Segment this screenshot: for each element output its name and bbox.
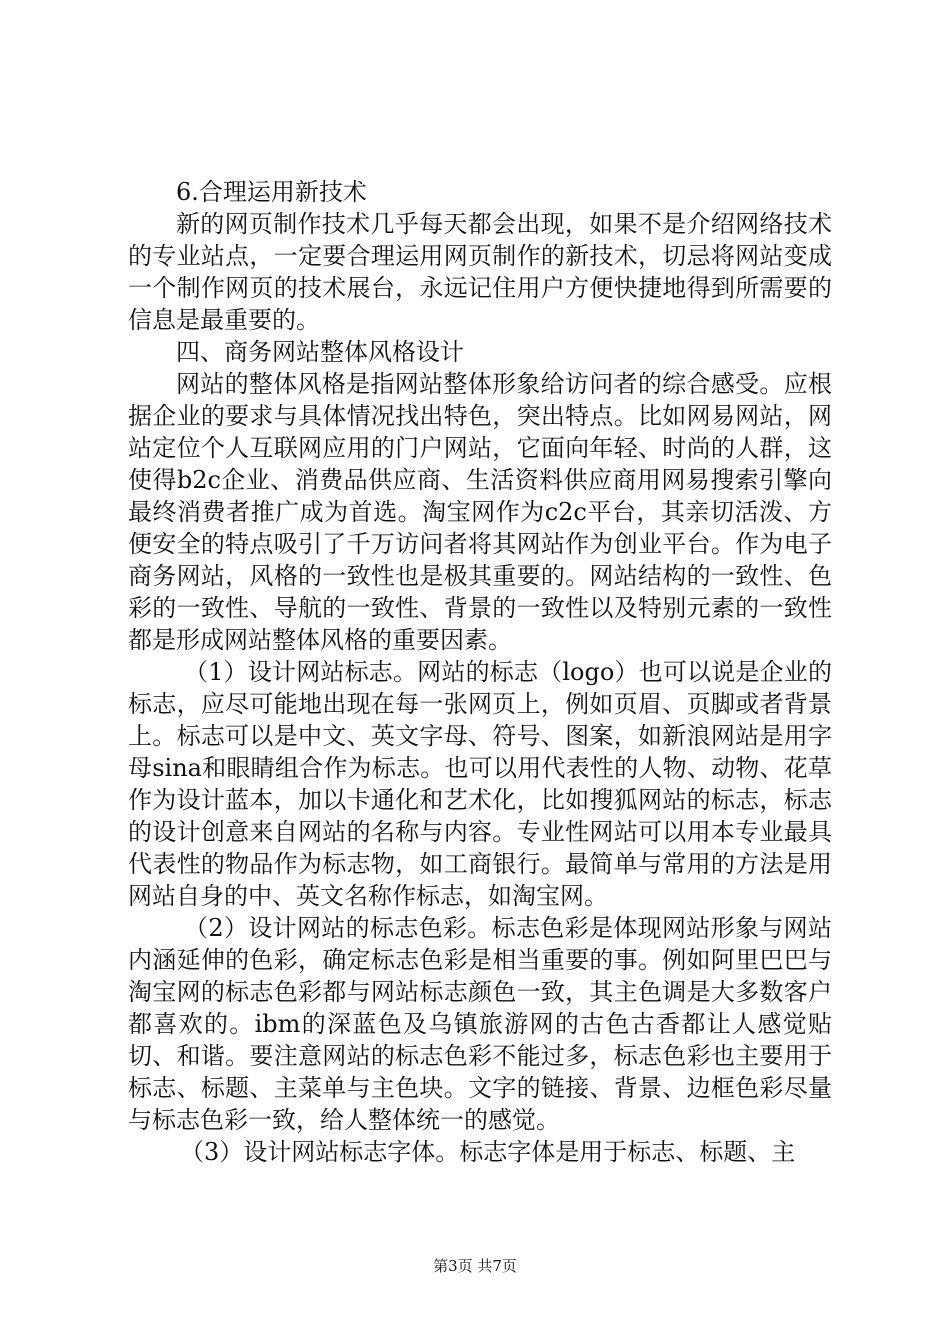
paragraph-logo-color: （2）设计网站的标志色彩。标志色彩是体现网站形象与网站内涵延伸的色彩，确定标志色彩是相当重要的事。例如阿里巴巴与淘宝网的标志色彩都与网站标志颜色一致，其主色调是大多数客户都喜欢的。ibm的深蓝色及乌镇旅游网的古色古香都让人感觉贴切、和谐。要注意网站的标志色彩不能过多，标志色彩也主要用于标志、标题、主菜单与主色块。文字的链接、背景、边框色彩尽量与标志色彩一致，给人整体统一的感觉。 [128, 914, 832, 1134]
document-body [128, 176, 832, 1168]
section-heading-6: 6.合理运用新技术 [176, 178, 367, 206]
paragraph-new-technology: 新的网页制作技术几乎每天都会出现，如果不是介绍网络技术的专业站点，一定要合理运用网页制作的新技术，切忌将网站变成一个制作网页的技术展台，永远记住用户方便快捷地得到所需要的信息是最重要的。 [128, 210, 832, 334]
page-footer: 第3页 共7页 [433, 1257, 517, 1275]
paragraph-logo-design: （1）设计网站标志。网站的标志（logo）也可以说是企业的标志，应尽可能地出现在每一张网页上，例如页眉、页脚或者背景上。标志可以是中文、英文字母、符号、图案，如新浪网站是用字母sina和眼睛组合作为标志。也可以用代表性的人物、动物、花草作为设计蓝本，加以卡通化和艺术化，比如搜狐网站的标志，标志的设计创意来自网站的名称与内容。专业性网站可以用本专业最具代表性的物品作为标志物，如工商银行。最简单与常用的方法是用网站自身的中、英文名称作标志，如淘宝网。 [128, 658, 832, 910]
section-heading-4: 四、商务网站整体风格设计 [176, 338, 464, 366]
paragraph-logo-font: （3）设计网站标志字体。标志字体是用于标志、标题、主 [180, 1138, 796, 1166]
paragraph-overall-style: 网站的整体风格是指网站整体形象给访问者的综合感受。应根据企业的要求与具体情况找出特色，突出特点。比如网易网站，网站定位个人互联网应用的门户网站，它面向年轻、时尚的人群，这使得b2c企业、消费品供应商、生活资料供应商用网易搜索引擎向最终消费者推广成为首选。淘宝网作为c2c平台，其亲切活泼、方便安全的特点吸引了千万访问者将其网站作为创业平台。作为电子商务网站，风格的一致性也是极其重要的。网站结构的一致性、色彩的一致性、导航的一致性、背景的一致性以及特别元素的一致性都是形成网站整体风格的重要因素。 [128, 370, 832, 654]
